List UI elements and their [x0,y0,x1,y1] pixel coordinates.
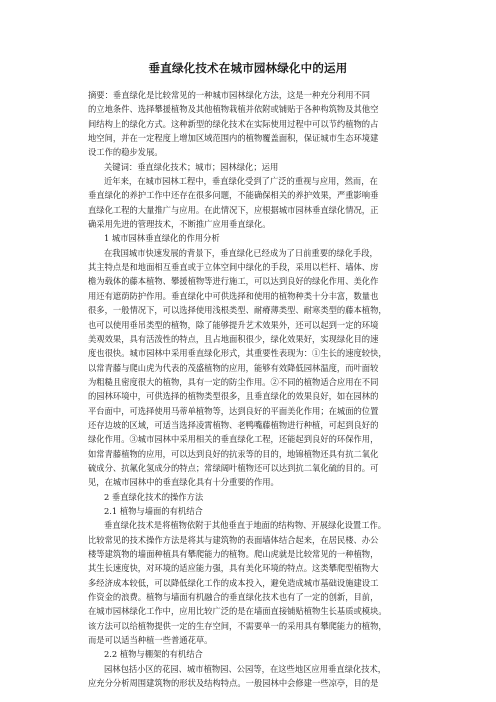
text-line: 应充分分析周围建筑物的形状及结构特点。一般园林中会修建一些凉亭，目的是 [88,678,379,689]
text-line: 如常青藤植物的应用，可以达到良好的抗汞等的目的，地锦植物还具有抗二氧化 [88,448,379,459]
text-line: 园林包括小区的花园、城市植物园、公园等，在这些地区应用垂直绿化技术， [104,663,387,674]
text-line: 美观效果，具有活泼性的特点，且占地面积很少，绿化效果好，实现绿化目的速 [88,333,379,344]
text-line: 楼等建筑物的墙面种植具有攀爬能力的植物。爬山虎就是比较常见的一种植物， [88,549,379,559]
text-line: 1 城市园林垂直绿化的作用分析 [104,233,220,244]
document-body [88,88,406,690]
keywords [88,160,406,174]
text-line: 平台面中，可选择使用马蒂单植物等，达到良好的平面美化作用；在城面的位置 [88,405,379,416]
paragraph [88,518,406,647]
text-line: 地空间，并在一定程度上增加区域范围内的植物覆盖面积，保证城市生态环境建 [88,133,379,144]
text-line: 而是可以适当种植一些普通花草。 [88,635,213,646]
text-line: 绿化作用。③城市园林中采用相关的垂直绿化工程，还能起到良好的环保作用， [88,434,379,445]
text-line: 见，在城市园林中的垂直绿化具有十分重要的作用。 [88,477,279,488]
text-line: 垂直绿化技术是将植物依附于其他垂直于地面的结构物、开展绿化设置工作。 [104,520,387,531]
text-line: 其生长速度快，对环境的适应能力强，具有美化环境的特点。这类攀爬型植物大 [88,563,379,574]
text-line: 近年来，在城市园林工程中，垂直绿化受到了广泛的重视与应用，然而，在 [104,176,378,187]
text-line: 度也很快。城市园林中采用垂直绿化形式，其重要性表现为：①生长的速度较快， [88,348,387,359]
text-line: 也可以使用垂吊类型的植物，除了能够提升艺术效果外，还可以起到一定的环境 [88,319,379,330]
section-heading [88,231,406,245]
text-line: 该方法可以给植物提供一定的生存空间，不需要单一的采用具有攀爬能力的植物， [88,620,387,631]
text-line: 2.1 植物与墙面的有机结合 [104,505,203,516]
text-line: 在城市园林绿化工作中，应用比较广泛的是在墙面直接铺贴植物生长基质或模块。 [88,606,387,617]
text-line: 2 垂直绿化技术的操作方法 [104,491,204,502]
text-line: 作资金的浪费。植物与墙面有机融合的垂直绿化技术也有了一定的创新，目前， [88,592,379,603]
text-line: 以常青藤与爬山虎为代表的茂盛植物的应用，能够有效降低园林温度，而叶面较 [88,362,379,373]
section-heading [88,490,406,504]
text-line: 确采用先进的管理技术，不断推广应用垂直绿化。 [88,219,271,230]
text-line: 的立地条件、选择攀援植物及其他植物栽植并依附或铺贴于各种构筑物及其他空 [88,104,379,115]
text-line: 垂直绿化的养护工作中还存在很多问题，不能确保相关的养护效果，严重影响垂 [88,190,379,201]
text-line: 硫成分、抗氟化氢成分的特点；常绿阔叶植物还可以达到抗二氧化硫的目的。可 [88,462,379,473]
paragraph [88,662,406,691]
section-heading [88,504,406,518]
document-title: 垂直绿化技术在城市园林绿化中的运用 [148,61,348,75]
text-line: 摘要：垂直绿化是比较常见的一种城市园林绿化方法，这是一种充分利用不同 [88,90,371,100]
section-heading [88,647,406,661]
text-line: 其主特点是和地面相互垂直或于立体空间中绿化的手段，采用以栏杆、墙体、房 [88,262,379,273]
paragraph [88,174,406,231]
text-line: 很多，一般情况下，可以选择使用浅根类型、耐瘠薄类型、耐寒类型的藤本植物， [88,305,387,316]
abstract [88,88,406,160]
text-line: 在我国城市快速发展的背景下，垂直绿化已经成为了日前重要的绿化手段， [104,247,378,258]
text-line: 檐为载体的藤本植物、攀援植物等进行施工，可以达到良好的绿化作用、美化作 [88,276,379,287]
text-line: 为粗糙且密度很大的植物，具有一定的防尘作用。②不同的植物适合应用在不同 [88,376,379,387]
text-line: 直绿化工程的大量推广与应用。在此情况下，应根据城市园林垂直绿化情况，正 [88,204,379,215]
text-line: 还存边坡的区域，可适当选择凌霄植物、老鸭嘴藤植物进行种植，可起到良好的 [88,419,379,430]
text-line: 间结构上的绿化方式。这种新型的绿化技术在实际使用过程中可以节约植物的占 [88,118,379,129]
text-line: 设工作的稳步发展。 [88,147,163,158]
text-line: 比较常见的技术操作方法是将其与建筑物的表面墙体结合起来，在居民楼、办公 [88,534,379,545]
paragraph [88,246,406,490]
text-line: 的园林环境中，可供选择的植物类型很多，且垂直绿化的效果良好，如在园林的 [88,391,379,402]
text-line: 用还有遮荫防护作用。垂直绿化中可供选择和使用的植物种类十分丰富，数量也 [88,290,379,301]
text-line: 多经济成本较低，可以降低绿化工作的成本投入，避免造成城市基础设施建设工 [88,577,379,588]
text-line: 2.2 植物与棚架的有机结合 [104,649,203,660]
text-line: 关键词：垂直绿化技术；城市；园林绿化；运用 [104,161,279,172]
